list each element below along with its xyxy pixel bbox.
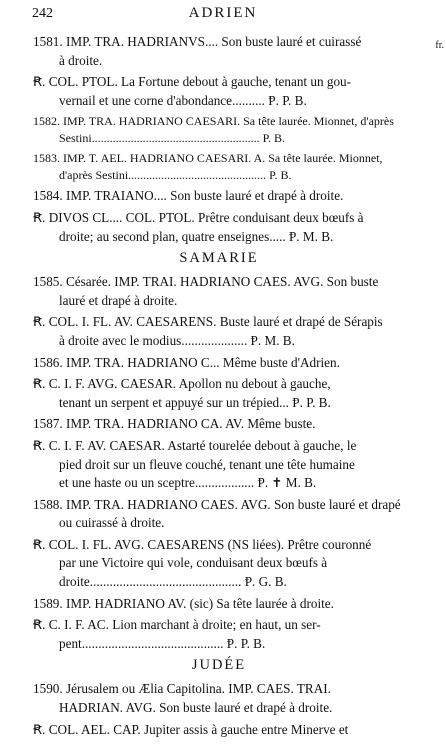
reverse-entry-1589 [33,616,405,653]
entry-line: vernail et une corne d'abondance.......... Ᵽ. P. B. [59,92,307,108]
catalog-entry-1581 [33,33,405,70]
entry-line: Ꞧ. C. I. F. AVG. CAESAR. Apollon nu debout à gauche, [33,376,331,392]
page-number: 242 [32,6,53,21]
entry-line: Ꞧ. COL. I. FL. AVG. CAESARENS (NS liées). Prêtre couronné [33,536,372,552]
entry-line: pied droit sur un fleuve couché, tenant une tête humaine [59,456,355,472]
entry-line: Ꞧ. C. I. F. AV. CAESAR. Astarté tourelée debout à gauche, le [33,437,357,453]
reverse-entry-1590 [33,721,405,740]
entry-line: par une Victoire qui vole, conduisant deux bœufs à [59,555,328,571]
running-head: ADRIEN [188,5,258,21]
entry-line: lauré et drapé à droite. [59,292,178,308]
reverse-entry-1584 [33,209,405,246]
entry-line: et une haste ou un sceptre.................. Ᵽ. ✝ M. B. [59,475,317,491]
catalog-entry-1587 [33,415,405,434]
catalog-entry-1588 [33,496,405,533]
entry-line: droite.............................................. Ᵽ. G. B. [59,574,287,590]
catalog-entry-1584 [33,187,405,206]
entry-line: 1589. IMP. HADRIANO AV. (sic) Sa tête laurée à droite. [33,595,334,611]
entry-line: à droite avec le modius.................... Ᵽ. M. B. [59,332,295,348]
entry-line: 1586. IMP. TRA. HADRIANO C... Même buste d'Adrien. [33,354,340,370]
entry-line: Ꞧ. COL. AEL. CAP. Jupiter assis à gauche entre Minerve et [33,721,349,737]
entry-line: 1590. Jérusalem ou Ælia Capitolina. IMP. CAES. TRAI. [33,681,331,697]
entry-line: tenant un serpent et appuyé sur un trépied... Ᵽ. P. B. [59,394,331,410]
reverse-entry-1581 [33,73,405,110]
entry-line: Ꞧ. DIVOS CL.... COL. PTOL. Prêtre conduisant deux bœufs à [33,209,364,225]
entry-line: 1588. IMP. TRA. HADRIANO CAES. AVG. Son buste lauré et drapé [33,496,401,512]
entry-line: ou cuirassé à droite. [59,515,165,531]
catalog-entry-1583 [33,150,405,184]
entry-line: droite; au second plan, quatre enseignes..... Ᵽ. M. B. [59,228,334,244]
entry-line: d'après Sestini.............................................. P. B. [59,168,292,183]
entry-line: à droite. [59,52,103,68]
entry-line: 1583. IMP. T. AEL. HADRIANO CAESARI. A. Sa tête laurée. Mionnet, [33,151,383,166]
reverse-entry-1588 [33,536,405,592]
entry-line: 1587. IMP. TRA. HADRIANO CA. AV. Même buste. [33,416,316,432]
catalog-entry-1589 [33,595,405,614]
entry-line: 1584. IMP. TRAIANO.... Son buste lauré et drapé à droite. [33,188,344,204]
catalog-entry-1586 [33,354,405,373]
catalog-entry-1585 [33,273,405,310]
entry-line: Ꞧ. C. I. F. AC. Lion marchant à droite; en haut, un ser- [33,617,321,633]
entry-line: pent........................................... Ᵽ. P. B. [59,635,266,651]
catalog-body [33,33,405,742]
entries-group-judee [33,680,405,739]
entries-group-samarie [33,273,405,653]
reverse-entry-1587 [33,437,405,493]
reverse-entry-1586 [33,375,405,412]
section-heading-judee: JUDÉE [191,657,247,674]
entry-line: 1582. IMP. TRA. HADRIANO CAESARI. Sa tête laurée. Mionnet, d'après [33,114,394,129]
entry-line: Ꞧ. COL. I. FL. AV. CAESARENS. Buste lauré et drapé de Sérapis [33,314,383,330]
catalog-entry-1582 [33,113,405,147]
entry-line: 1585. Césarée. IMP. TRAI. HADRIANO CAES. AVG. Son buste [33,274,379,290]
reverse-entry-1585 [33,313,405,350]
catalog-entry-1590 [33,680,405,717]
corner-fragment: fr. [435,40,444,51]
entry-line: 1581. IMP. TRA. HADRIANVS.... Son buste lauré et cuirassé [33,34,362,49]
entry-line: HADRIAN. AVG. Son buste lauré et drapé à droite. [59,700,333,716]
section-heading-samarie: SAMARIE [179,250,259,267]
entry-line: Ꞧ. COL. PTOL. La Fortune debout à gauche, tenant un gou- [33,74,352,90]
entries-group-adrien [33,33,405,246]
entry-line: Sestini........................................................ P. B. [59,131,286,146]
